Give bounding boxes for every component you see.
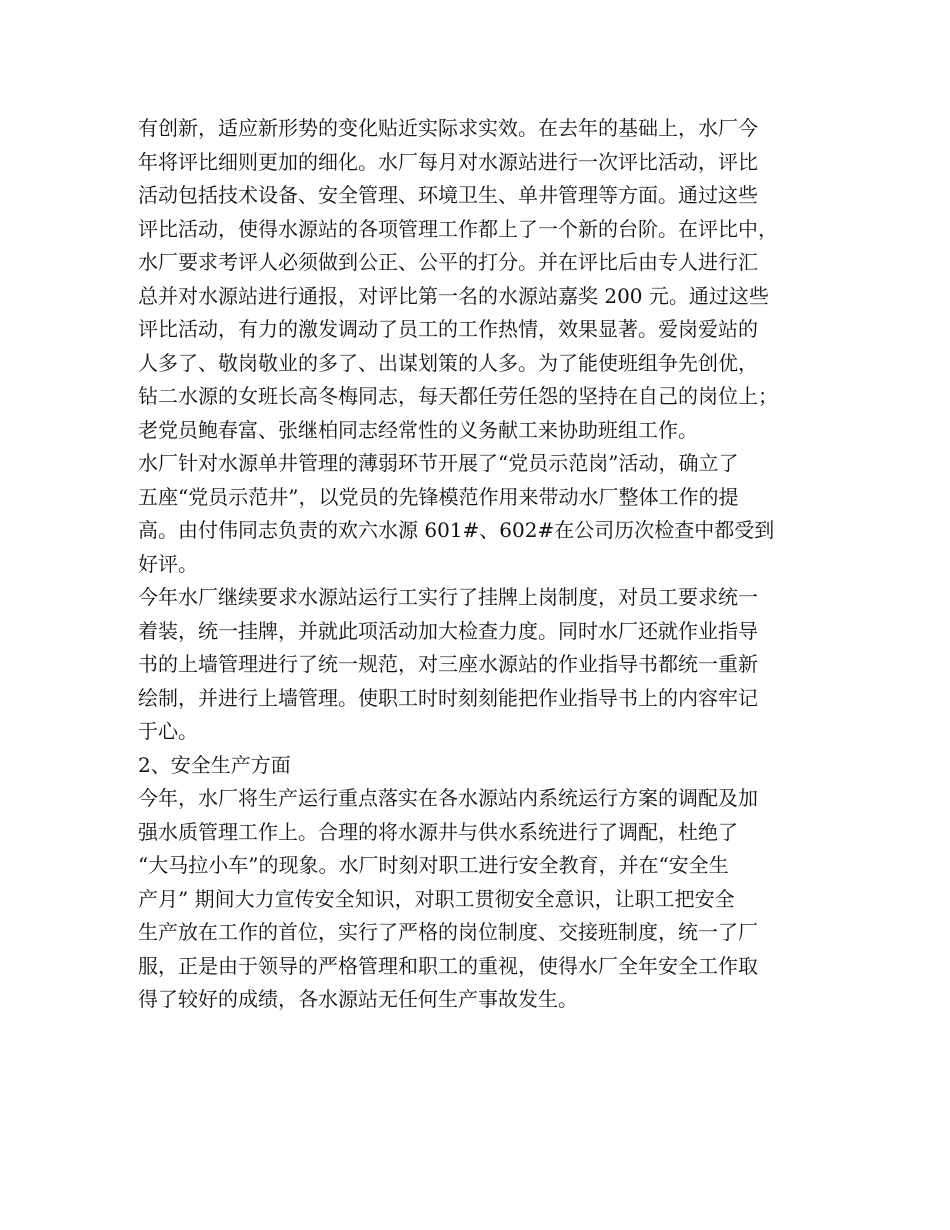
text-line: 评比活动，使得水源站的各项管理工作都上了一个新的台阶。在评比中， [138, 216, 778, 241]
text-line: 人多了、敬岗敬业的多了、出谋划策的人多。为了能使班组争先创优， [138, 350, 758, 375]
text-line: 好评。 [138, 551, 198, 576]
text-line: 水厂要求考评人必须做到公正、公平的打分。并在评比后由专人进行汇 [138, 250, 758, 274]
text-line: 水厂针对水源单井管理的薄弱环节开展了“党员示范岗”活动，确立了 [138, 451, 739, 475]
text-line: 评比活动，有力的激发调动了员工的工作热情，效果显著。爱岗爱站的 [138, 317, 758, 341]
text-line: 老党员鲍春富、张继柏同志经常性的义务献工来协助班组工作。 [138, 417, 698, 442]
text-line: 产月” 期间大力宣传安全知识，对职工贯彻安全意识，让职工把安全 [138, 886, 735, 911]
text-line: 书的上墙管理进行了统一规范，对三座水源站的作业指导书都统一重新 [138, 652, 758, 676]
text-line: 服，正是由于领导的严格管理和职工的重视，使得水厂全年安全工作取 [138, 953, 758, 978]
document-body [138, 112, 828, 1017]
text-line: 有创新，适应新形势的变化贴近实际求实效。在去年的基础上，水厂今 [138, 116, 758, 140]
text-line: 钻二水源的女班长高冬梅同志，每天都任劳任怨的坚持在自己的岗位上； [138, 384, 778, 408]
text-line: 生产放在工作的首位，实行了严格的岗位制度、交接班制度，统一了厂 [138, 920, 758, 944]
text-line: 得了较好的成绩，各水源站无任何生产事故发生。 [138, 987, 578, 1011]
text-line: 今年水厂继续要求水源站运行工实行了挂牌上岗制度，对员工要求统一 [138, 585, 758, 609]
text-line: 活动包括技术设备、安全管理、环境卫生、单井管理等方面。通过这些 [138, 183, 758, 207]
text-line: 今年，水厂将生产运行重点落实在各水源站内系统运行方案的调配及加 [138, 786, 758, 810]
text-line: 绘制，并进行上墙管理。使职工时时刻刻能把作业指导书上的内容牢记 [138, 685, 758, 710]
text-line: “大马拉小车”的现象。水厂时刻对职工进行安全教育，并在“安全生 [138, 853, 729, 877]
text-line: 于心。 [138, 719, 198, 743]
section-heading: 2、安全生产方面 [138, 752, 291, 777]
text-line: 年将评比细则更加的细化。水厂每月对水源站进行一次评比活动，评比 [138, 149, 758, 174]
text-line: 着装，统一挂牌，并就此项活动加大检查力度。同时水厂还就作业指导 [138, 618, 758, 643]
text-line: 强水质管理工作上。合理的将水源井与供水系统进行了调配，杜绝了 [138, 819, 738, 844]
text-line: 高。由付伟同志负责的欢六水源 601#、602#在公司历次检查中都受到 [138, 518, 775, 542]
text-line: 五座“党员示范井”，以党员的先锋模范作用来带动水厂整体工作的提 [138, 484, 739, 509]
text-line: 总并对水源站进行通报，对评比第一名的水源站嘉奖 200 元。通过这些 [138, 283, 769, 308]
